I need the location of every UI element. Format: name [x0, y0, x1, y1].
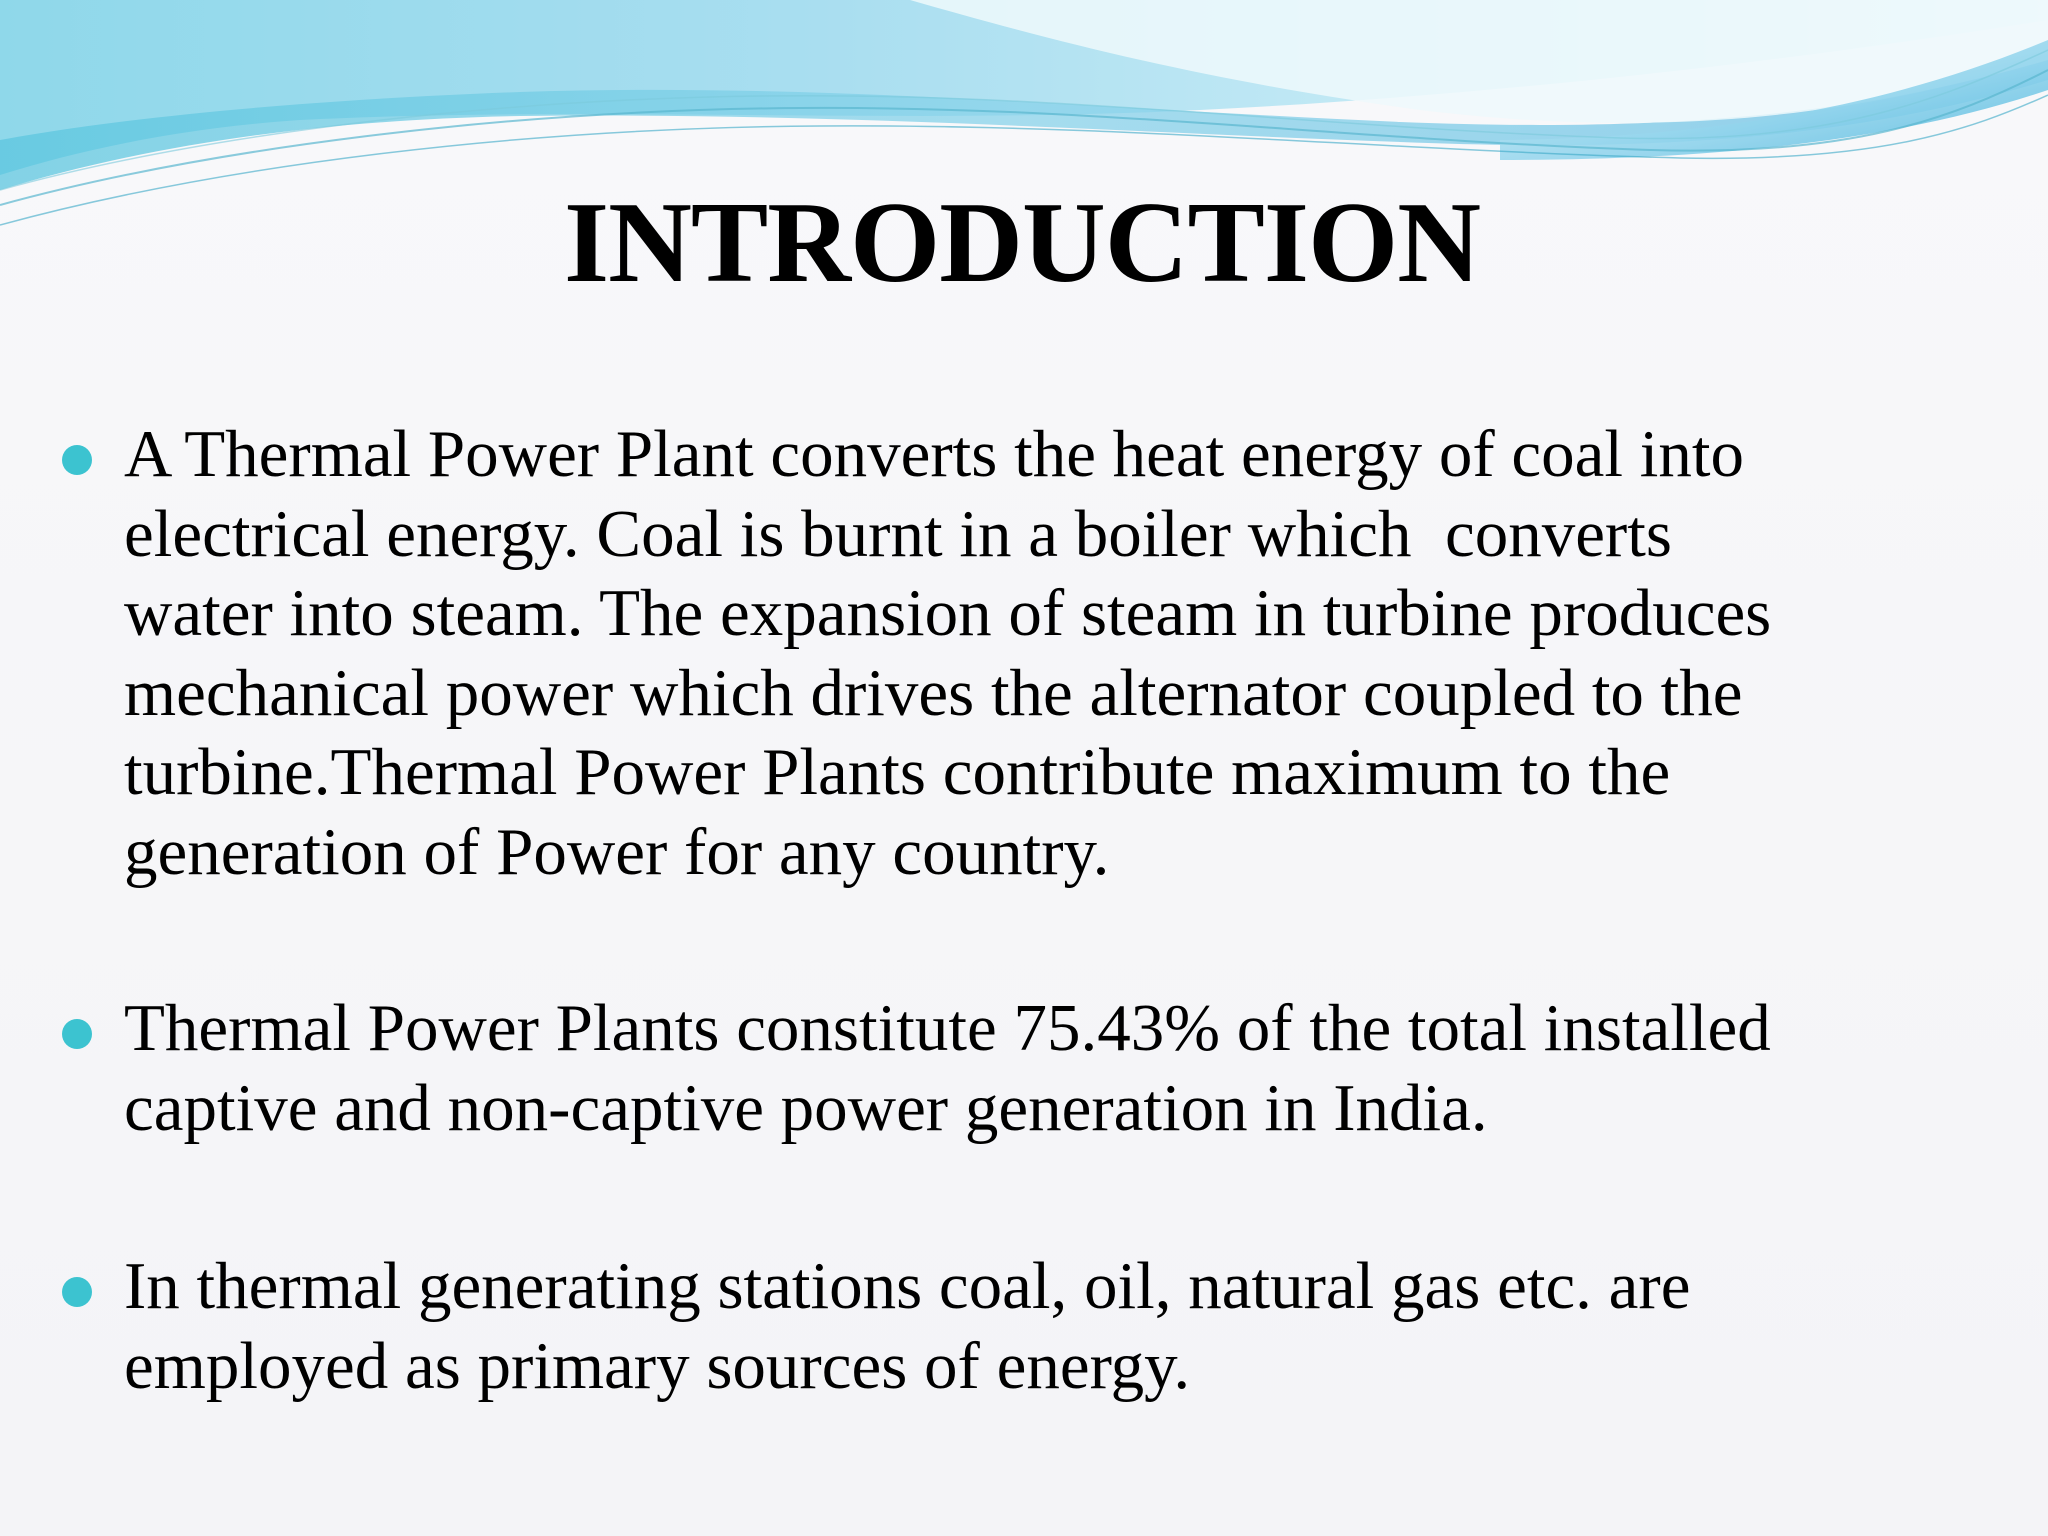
bullet-text: In thermal generating stations coal, oil, natural gas etc. are employed as primary sources of energy.: [124, 1249, 1691, 1403]
round-bullet-icon: [62, 1277, 92, 1307]
round-bullet-icon: [62, 1019, 92, 1049]
bullet-text: Thermal Power Plants constitute 75.43% of the total installed captive and non-captive power generation in India.: [124, 991, 1771, 1145]
bullet-text: A Thermal Power Plant converts the heat energy of coal into electrical energy. Coal is burnt in a boiler which converts water into steam. The expansion of steam in turbine produces mechanical power which drives the alternator coupled to the turbine.Thermal Power Plants contribute maximum to the generation of Power for any country.: [124, 417, 1772, 889]
slide-title: INTRODUCTION: [563, 179, 1481, 307]
round-bullet-icon: [62, 445, 92, 475]
